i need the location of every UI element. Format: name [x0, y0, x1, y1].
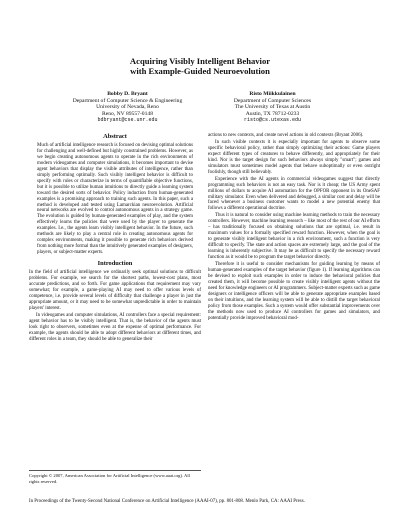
- author-email: risto@cs.utexas.edu: [243, 117, 301, 124]
- intro-paragraph-1: In the field of artificial intelligence we ordinarily seek optimal solutions to difficult problems. For example, we search for the shortest paths, lowest-cost plans, most accurate predictions, and so forth. For game applications that requirement may vary somewhat; for example, a game-playing AI may need to offer various levels of competence, i.e. provide several levels of difficulty that challenge a player in just the appropriate amount, or it may need to be somewhat unpredictable in order to maintain players' interest.: [29, 270, 201, 311]
- author-university: University of Nevada, Reno: [96, 104, 159, 111]
- right-paragraph-1: actions to new contexts, and create novel actions in old contexts (Bryant 2006).: [208, 133, 364, 138]
- abstract-text: Much of artificial intelligence research is focused on devising optimal solutions for challenging and well-defined but highly constrained problems. However, as we begin creating autonomous agents to operate in the rich environments of modern videogames and computer simulations, it becomes important to devise agent behaviors that display the visible attributes of intelligence, rather than simply performing optimally. Such visibly intelligent behavior is difficult to specify with rules or characterize in terms of quantifiable objective functions, but it is possible to utilize human intuitions to directly guide a learning system toward the desired sorts of behavior. Policy induction from human-generated examples is a promising approach to training such agents. In this paper, such a method is developed and tested using Lamarckian neuroevolution. Artificial neural networks are evolved to control autonomous agents in a strategy game. The evolution is guided by human-generated examples of play, and the system effectively learns the policies that were used by the player to generate the examples. I.e., the agents learn visibly intelligent behavior. In the future, such methods are likely to play a central role in creating autonomous agents for complex environments, making it possible to generate rich behaviors derived from nothing more formal than the intuitively generated examples of designers, players, or subject-matter experts.: [37, 143, 193, 256]
- author-dept: Department of Computer Sciences: [233, 97, 312, 104]
- title-line-1: Acquiring Visibly Intelligent Behavior: [129, 56, 271, 66]
- author-address: Reno, NV 89557-0148: [101, 110, 153, 117]
- left-column: [29, 133, 201, 344]
- paper-title: [0, 56, 400, 76]
- author-name: Bobby D. Bryant: [107, 91, 148, 97]
- abstract-heading: Abstract: [103, 133, 127, 140]
- author-block-2: [205, 91, 340, 124]
- intro-paragraph-2: In videogames and computer simulations, AI controllers face a special requirement: agent behavior has to be visibly intelligent. That is, the behavior of the agents must look right to observers, sometimes even at the expense of optimal performance. For example, the agents should be able to adopt different behaviors at different times, and different roles in a team, they should be able to generalize their: [29, 312, 201, 342]
- author-block-1: [60, 91, 195, 124]
- author-name: Risto Miikkulainen: [249, 91, 296, 97]
- copyright-notice: Copyright © 2007, American Association for Artificial Intelligence (www.aaai.org). All rights reserved.: [29, 470, 201, 484]
- right-paragraph-2: In such visible contexts it is especially important for agents to observe some specific behavioral policy, rather than simply optimizing their actions: Game players expect different types of creatures to behave differently, and appropriately for their kind. Nor is the target design for such behaviors always simply "smart"; games and simulators must sometimes model agents that behave suboptimally or even outright foolishly, though still believably.: [208, 139, 380, 175]
- proceedings-footer: In Proceedings of the Twenty-Second National Conference on Artificial Intelligence (AAAI-07), pp. 801-808. Menlo Park, CA: AAAI Press.: [29, 499, 305, 504]
- right-paragraph-4: Thus it is natural to consider using machine learning methods to train the necessary controllers. However, machine learning research – like most of the rest of our AI efforts – has traditionally focused on obtaining solutions that are optimal, i.e. result in maximum values for a formally specified reward function. However, when the goal is to generate visibly intelligent behavior in a rich environment, such a function is very difficult to specify. The state and action spaces are extremely large, and the goal of the learning is inherently subjective. It may be as difficult to specify the necessary reward function as it would be to program the target behavior directly.: [208, 213, 380, 261]
- author-dept: Department of Computer Science & Engineering: [72, 97, 183, 104]
- right-paragraph-5: Therefore it is useful to consider mechanisms for guiding learning by means of human-generated examples of the target behavior (figure 1). If learning algorithms can be devised to exploit such examples in order to induce the behavioral policies that created them, it will become possible to create visibly intelligent agents without the need for knowledge engineers or AI programmers. Subject-matter experts such as game designers or intelligence officers will be able to generate appropriate examples based on their intuitions, and the learning system will be able to distill the target behavioral policy from those examples. Such a system would offer substantial improvements over the methods now used to produce AI controllers for games and simulators, and potentially provide improved behavioral mod-: [208, 262, 380, 321]
- right-paragraph-3: Experience with the AI agents in commercial videogames suggest that directly programming such behaviors is not an easy task. Nor is it cheap; the US Army spent millions of dollars to acquire AI automation for the OPFOR opponent in its OneSAF military simulator. Even when delivered and debugged, a similar cost and delay will be faced whenever a business customer wants to model a new potential enemy that follows a different operational doctrine.: [208, 176, 380, 212]
- abstract: [29, 143, 201, 256]
- right-column: [208, 133, 380, 323]
- author-email: bdbryant@cse.unr.edu: [97, 117, 158, 124]
- author-address: Austin, TX 78712-0233: [245, 110, 300, 117]
- author-university: The University of Texas at Austin: [234, 104, 311, 111]
- title-line-2: with Example-Guided Neuroevolution: [130, 66, 270, 76]
- intro-heading: Introduction: [97, 260, 133, 268]
